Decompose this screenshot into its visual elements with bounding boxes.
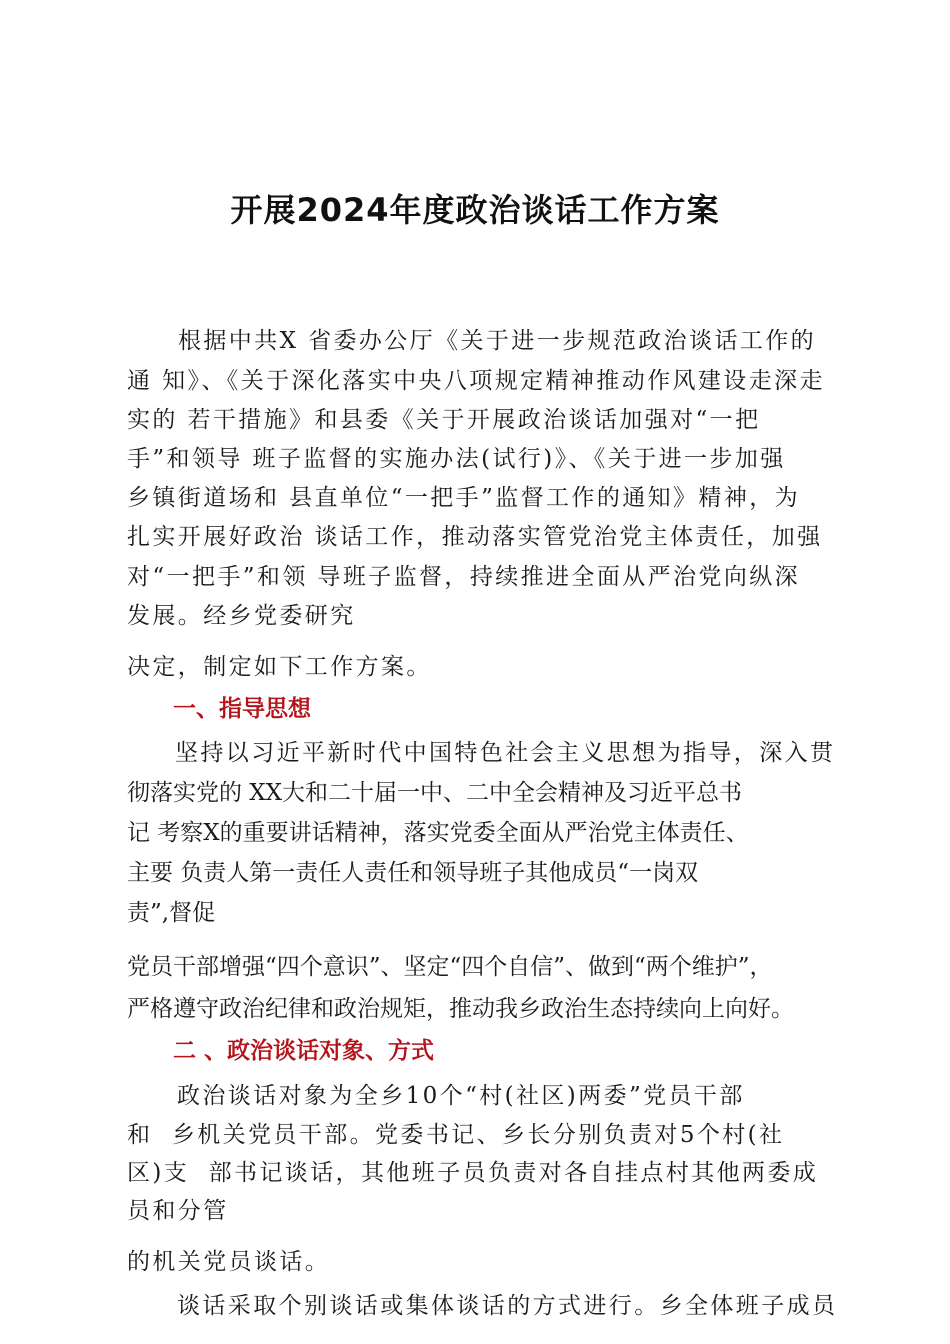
section-heading-1: 一、指导思想 bbox=[173, 696, 311, 722]
paragraph-line: 通 知》、《关于深化落实中央八项规定精神推动作风建设走深走 bbox=[127, 368, 825, 394]
paragraph-line: 责”,督促 bbox=[127, 900, 216, 926]
paragraph-line: 严格遵守政治纪律和政治规矩，推动我乡政治生态持续向上向好。 bbox=[127, 996, 794, 1022]
paragraph-line: 的机关党员谈话。 bbox=[127, 1249, 331, 1275]
paragraph-line: 记 考察X的重要讲话精神，落实党委全面从严治党主体责任、 bbox=[127, 820, 749, 846]
paragraph-line: 主要 负责人第一责任人责任和领导班子其他成员“一岗双 bbox=[127, 860, 699, 886]
paragraph-line: 乡镇街道场和 县直单位“一把手”监督工作的通知》精神，为 bbox=[127, 485, 801, 511]
document-title: 开展2024年度政治谈话工作方案 bbox=[230, 191, 720, 229]
paragraph-line: 实的 若干措施》和县委《关于开展政治谈话加强对“一把 bbox=[127, 407, 761, 433]
paragraph-line: 手”和领导 班子监督的实施办法(试行)》、《关于进一步加强 bbox=[127, 446, 786, 472]
paragraph-line: 区)支 部书记谈话，其他班子员负责对各自挂点村其他两委成 bbox=[127, 1160, 819, 1186]
section-heading-2: 二 、政治谈话对象、方式 bbox=[173, 1038, 435, 1064]
paragraph-line: 坚持以习近平新时代中国特色社会主义思想为指导，深入贯 bbox=[175, 740, 836, 766]
paragraph-line: 对“一把手”和领 导班子监督，持续推进全面从严治党向纵深 bbox=[127, 564, 801, 590]
paragraph-line: 员和分管 bbox=[127, 1198, 229, 1224]
paragraph-line: 彻落实党的 XX大和二十届一中、二中全会精神及习近平总书 bbox=[127, 780, 743, 806]
paragraph-line: 和 乡机关党员干部。党委书记、乡长分别负责对5个村(社 bbox=[127, 1122, 785, 1148]
paragraph-line: 根据中共X 省委办公厅《关于进一步规范政治谈话工作的 bbox=[178, 328, 817, 354]
paragraph-line: 决定，制定如下工作方案。 bbox=[127, 654, 432, 680]
paragraph-line: 发展。经乡党委研究 bbox=[127, 603, 356, 629]
paragraph-line: 党员干部增强“四个意识”、坚定“四个自信”、做到“两个维护”， bbox=[127, 954, 773, 980]
paragraph-line: 扎实开展好政治 谈话工作，推动落实管党治党主体责任，加强 bbox=[127, 524, 823, 550]
paragraph-line: 谈话采取个别谈话或集体谈话的方式进行。乡全体班子成员 bbox=[177, 1293, 838, 1319]
paragraph-line: 政治谈话对象为全乡10个“村(社区)两委”党员干部 bbox=[177, 1083, 745, 1109]
